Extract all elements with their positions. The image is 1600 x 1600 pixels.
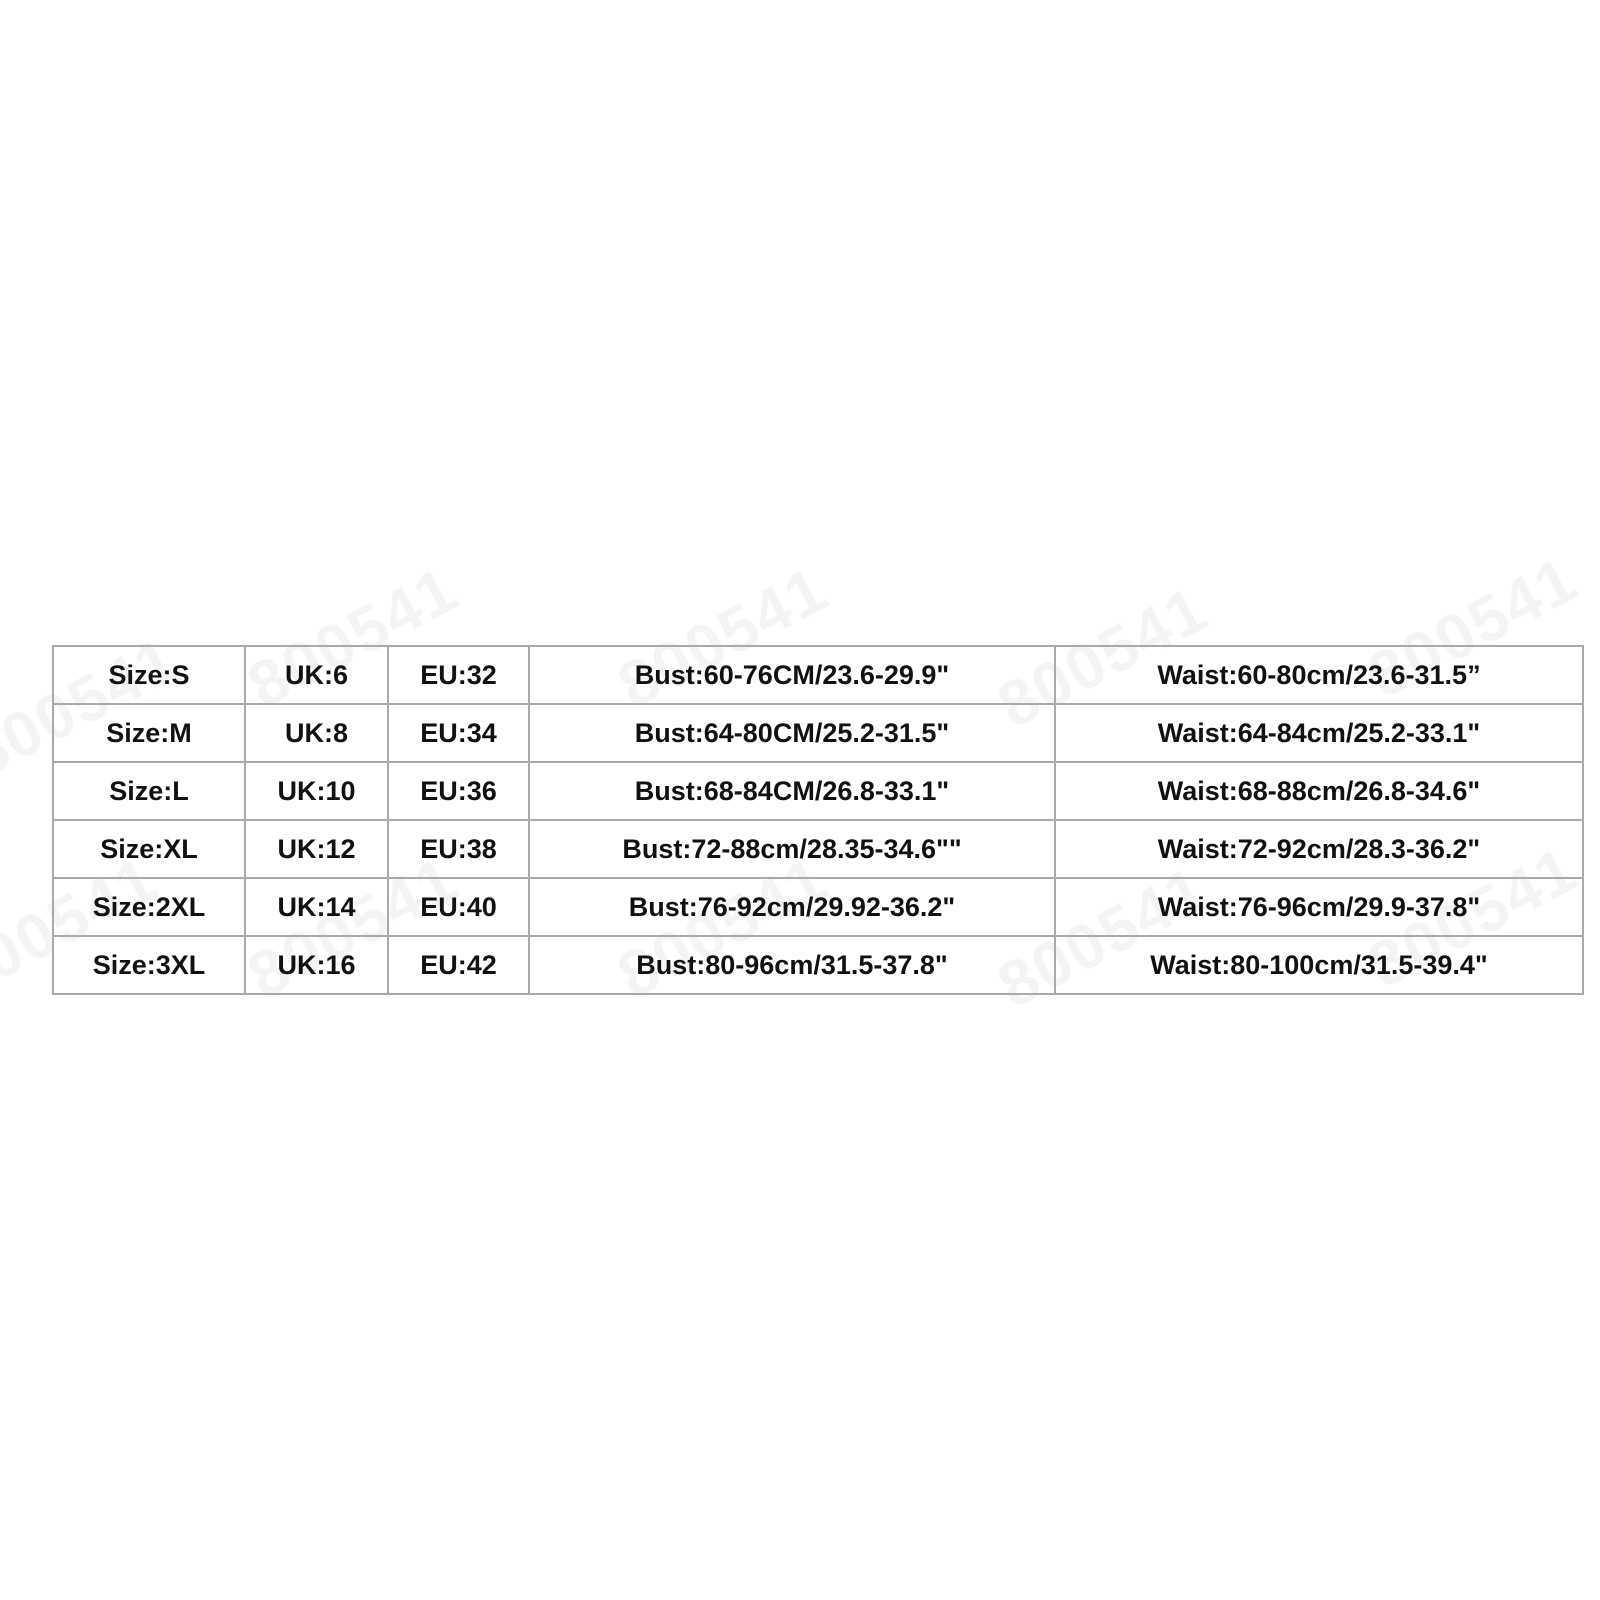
eu-size-cell: EU:32 <box>388 646 529 704</box>
eu-size-cell: EU:42 <box>388 936 529 994</box>
size-chart-table <box>52 645 1584 995</box>
waist-cell: Waist:76-96cm/29.9-37.8" <box>1055 878 1583 936</box>
table-row <box>53 704 1583 762</box>
bust-cell: Bust:64-80CM/25.2-31.5" <box>529 704 1055 762</box>
bust-cell: Bust:60-76CM/23.6-29.9" <box>529 646 1055 704</box>
uk-size-cell: UK:16 <box>245 936 388 994</box>
uk-size-cell: UK:6 <box>245 646 388 704</box>
uk-size-cell: UK:12 <box>245 820 388 878</box>
eu-size-cell: EU:36 <box>388 762 529 820</box>
bust-cell: Bust:76-92cm/29.92-36.2" <box>529 878 1055 936</box>
waist-cell: Waist:60-80cm/23.6-31.5” <box>1055 646 1583 704</box>
eu-size-cell: EU:38 <box>388 820 529 878</box>
size-cell: Size:XL <box>53 820 245 878</box>
size-cell: Size:2XL <box>53 878 245 936</box>
table-row <box>53 878 1583 936</box>
eu-size-cell: EU:40 <box>388 878 529 936</box>
table-row <box>53 936 1583 994</box>
uk-size-cell: UK:8 <box>245 704 388 762</box>
table-row <box>53 646 1583 704</box>
size-cell: Size:S <box>53 646 245 704</box>
size-cell: Size:M <box>53 704 245 762</box>
waist-cell: Waist:72-92cm/28.3-36.2" <box>1055 820 1583 878</box>
waist-cell: Waist:80-100cm/31.5-39.4" <box>1055 936 1583 994</box>
uk-size-cell: UK:10 <box>245 762 388 820</box>
bust-cell: Bust:72-88cm/28.35-34.6"" <box>529 820 1055 878</box>
table-row <box>53 762 1583 820</box>
uk-size-cell: UK:14 <box>245 878 388 936</box>
size-cell: Size:3XL <box>53 936 245 994</box>
waist-cell: Waist:68-88cm/26.8-34.6" <box>1055 762 1583 820</box>
bust-cell: Bust:80-96cm/31.5-37.8" <box>529 936 1055 994</box>
eu-size-cell: EU:34 <box>388 704 529 762</box>
waist-cell: Waist:64-84cm/25.2-33.1" <box>1055 704 1583 762</box>
table-row <box>53 820 1583 878</box>
bust-cell: Bust:68-84CM/26.8-33.1" <box>529 762 1055 820</box>
size-cell: Size:L <box>53 762 245 820</box>
